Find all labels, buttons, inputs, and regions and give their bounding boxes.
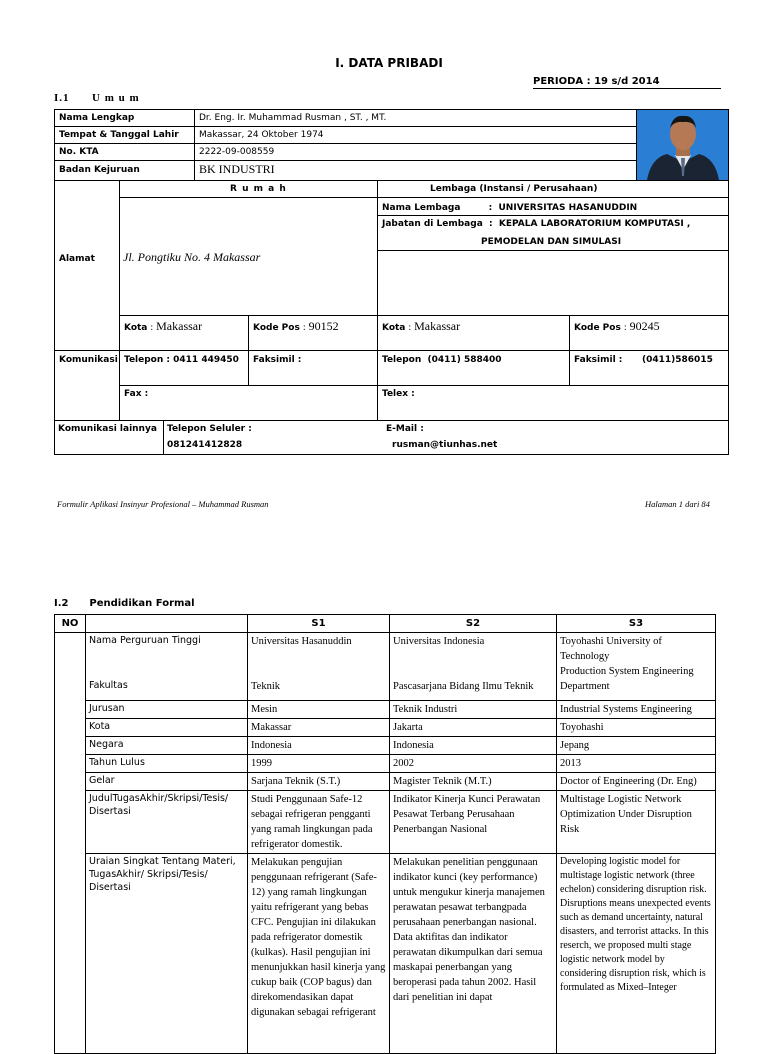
cell-s2: Universitas Indonesia Pascasarjana Bidang Ilmu Teknik (390, 633, 557, 701)
row-label: Nama Perguruan Tinggi Fakultas (86, 633, 248, 701)
cell-s2: Indonesia (390, 737, 557, 755)
row-label: JudulTugasAkhir/Skripsi/Tesis/ Disertasi (86, 791, 248, 854)
jabatan-line-1: Jabatan di Lembaga : KEPALA LABORATORIUM KOMPUTASI , (382, 219, 691, 229)
table-row (55, 791, 716, 854)
badan-label: Badan Kejuruan (59, 165, 140, 175)
lembaga-name: Nama Lembaga : UNIVERSITAS HASANUDDIN (382, 203, 638, 213)
row-label: Tahun Lulus (86, 755, 248, 773)
period-underline (533, 88, 721, 89)
kta-label: No. KTA (59, 147, 99, 157)
cell-s1: Sarjana Teknik (S.T.) (248, 773, 390, 791)
telepon-rumah: Telepon : 0411 449450 (124, 355, 239, 365)
telex-label: Telex : (382, 389, 415, 399)
table-row (55, 633, 716, 701)
ttl-value: Makassar, 24 Oktober 1974 (199, 130, 324, 140)
lembaga-header: Lembaga (Instansi / Perusahaan) (430, 184, 598, 194)
row-label: Uraian Singkat Tentang Materi, TugasAkhir/ Skripsi/Tesis/ Disertasi (86, 854, 248, 1054)
cell-s2: Indikator Kinerja Kunci Perawatan Pesawat Terbang Perusahaan Penerbangan Nasional (390, 791, 557, 854)
cell-s3: Developing logistic model for multistage logistic network (three echelon) considering disruption risk. Disruptions means unexpected events such as demand uncertainty, natural disasters, and terrorist attacks. In this reserch, we proposed multi stage logistic network model by considering disruption risk, which is formulated as Mixed–Integer (557, 854, 716, 1054)
faksimil-rumah: Faksimil : (253, 355, 302, 365)
cell-s3: Toyohashi (557, 719, 716, 737)
jabatan-line-2: PEMODELAN DAN SIMULASI (481, 237, 622, 247)
kota-lembaga: Kota : Makassar (382, 319, 461, 333)
cell-s1: Studi Penggunaan Safe-12 sebagai refrigeran pengganti yang ramah lingkungan pada refrigerator domestik. (248, 791, 390, 854)
cell-s3: Toyohashi University of Technology Production System Engineering Department (557, 633, 716, 701)
period-text: PERIODA : 19 s/d 2014 (533, 76, 660, 87)
footer-form-name: Formulir Aplikasi Insinyur Profesional – Muhammad Rusman (57, 499, 269, 509)
page-title: I. DATA PRIBADI (335, 56, 443, 70)
header-s1: S1 (248, 615, 390, 633)
header-s2: S2 (390, 615, 557, 633)
faksimil-lembaga-label: Faksimil : (574, 355, 623, 365)
nama-label: Nama Lengkap (59, 113, 135, 123)
hp-label: Telepon Seluler : (167, 424, 252, 434)
hp-value: 081241412828 (167, 440, 243, 450)
cell-s1: Universitas Hasanuddin Teknik (248, 633, 390, 701)
table-row (55, 719, 716, 737)
cell-s3: Doctor of Engineering (Dr. Eng) (557, 773, 716, 791)
kom-lain-label: Komunikasi lainnya (58, 424, 157, 434)
cell-s1: Melakukan pengujian penggunaan refrigerant (Safe-12) yang ramah lingkungan yaitu refrigerant yang bebas CFC. Pengujian ini dilakukan pada refrigerator domestik (kulkas). Hasil pengujian ini menunjukkan hasil kinerja yang cukup baik (COP bagus) dan direkomendasikan dapat digunakan sebagai refrigerant (248, 854, 390, 1054)
header-s3: S3 (557, 615, 716, 633)
telepon-lembaga: Telepon (0411) 588400 (382, 355, 502, 365)
section-umum-heading: I.1 U m u m (54, 92, 140, 104)
ttl-label: Tempat & Tanggal Lahir (59, 130, 179, 140)
table-row (55, 773, 716, 791)
cell-s1: Indonesia (248, 737, 390, 755)
table-row (55, 755, 716, 773)
cell-s3: Industrial Systems Engineering (557, 701, 716, 719)
cell-s3: Jepang (557, 737, 716, 755)
cell-s2: Magister Teknik (M.T.) (390, 773, 557, 791)
section-pendidikan-heading: I.2 Pendidikan Formal (54, 598, 195, 609)
kodepos-lembaga: Kode Pos : 90245 (574, 319, 660, 333)
alamat-label: Alamat (59, 254, 95, 264)
footer-page-number: Halaman 1 dari 84 (645, 499, 710, 509)
kodepos-rumah: Kode Pos : 90152 (253, 319, 339, 333)
cell-s2: 2002 (390, 755, 557, 773)
cell-s1: 1999 (248, 755, 390, 773)
row-label: Gelar (86, 773, 248, 791)
cell-s2: Teknik Industri (390, 701, 557, 719)
header-no: NO (55, 615, 86, 633)
faksimil-lembaga-value: (0411)586015 (642, 355, 713, 365)
email-label: E-Mail : (386, 424, 424, 434)
rumah-header: R u m a h (230, 184, 287, 194)
row-number-cell (55, 633, 86, 1054)
alamat-value: Jl. Pongtiku No. 4 Makassar (123, 250, 261, 264)
row-label: Jurusan (86, 701, 248, 719)
fax-label: Fax : (124, 389, 149, 399)
kota-rumah: Kota : Makassar (124, 319, 203, 333)
cell-s1: Mesin (248, 701, 390, 719)
cell-s3: Multistage Logistic Network Optimization Under Disruption Risk (557, 791, 716, 854)
komunikasi-label: Komunikasi (59, 355, 118, 365)
row-label: Negara (86, 737, 248, 755)
table-row (55, 701, 716, 719)
kta-value: 2222-09-008559 (199, 147, 275, 157)
education-table (54, 614, 716, 1054)
cell-s2: Jakarta (390, 719, 557, 737)
profile-photo (637, 110, 728, 180)
row-label: Kota (86, 719, 248, 737)
cell-s3: 2013 (557, 755, 716, 773)
badan-value: BK INDUSTRI (199, 162, 275, 176)
nama-value: Dr. Eng. Ir. Muhammad Rusman , ST. , MT. (199, 113, 387, 123)
table-row (55, 737, 716, 755)
cell-s2: Melakukan penelitian penggunaan indikator kunci (key performance) untuk mengukur kinerja manajemen perawatan pesawat terbangpada perusahaan penerbangan nasional. Data aktifitas dan indikator perawatan dikumpulkan dari semua maskapai penerbangan yang beroperasi pada tahun 2002. Hasil dari penelitian ini dapat (390, 854, 557, 1054)
cell-s1: Makassar (248, 719, 390, 737)
education-header-row (55, 615, 716, 633)
email-value[interactable]: rusman@tiunhas.net (392, 440, 498, 450)
header-blank (86, 615, 248, 633)
